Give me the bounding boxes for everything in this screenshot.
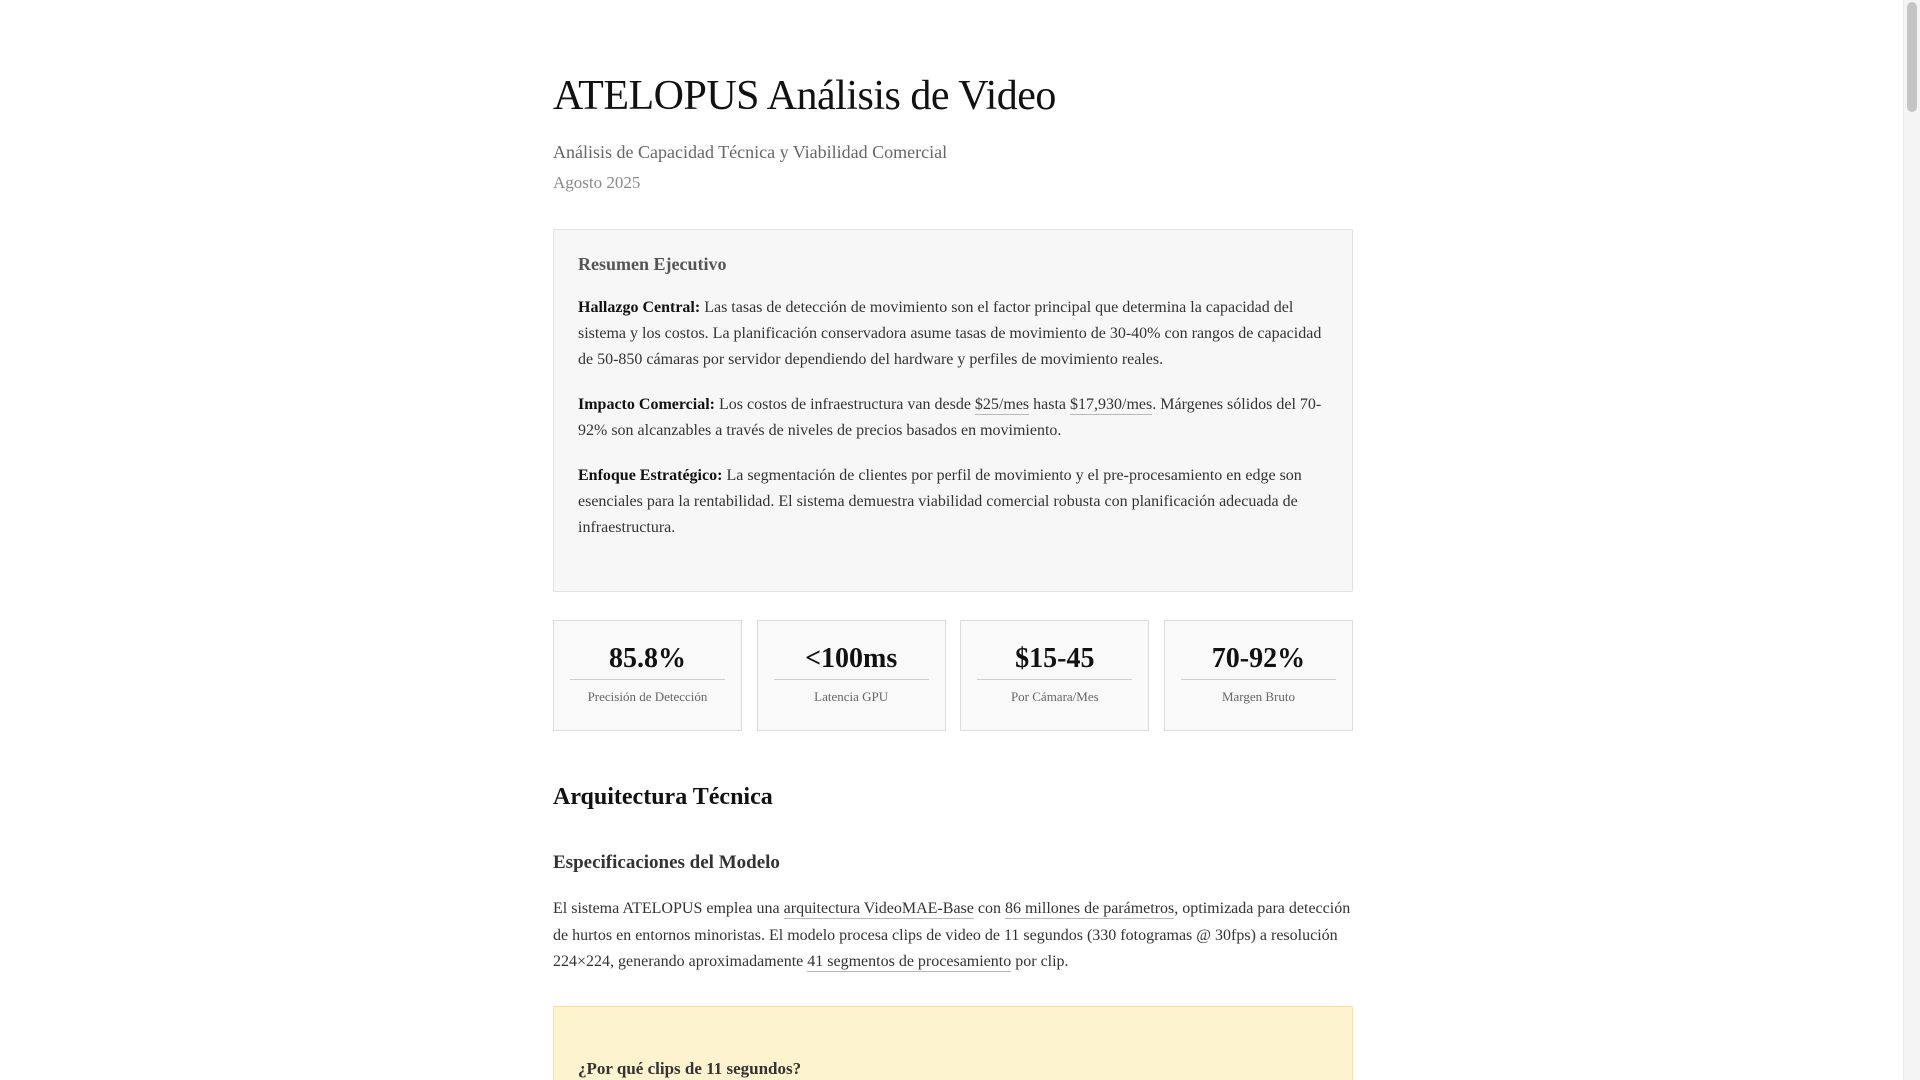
clip-length-callout	[553, 1006, 1353, 1080]
central-finding-text: Las tasas de detección de movimiento son el factor principal que determina la capacidad del sistema y los costos. La planificación conservadora asume tasas de movimiento de 30-40% con rangos de capacidad de 50-850 cámaras por servidor dependiendo del hardware y perfiles de movimiento reales.	[578, 299, 1322, 368]
central-finding-label: Hallazgo Central:	[578, 299, 701, 316]
model-text-d: por clip.	[1011, 953, 1069, 970]
architecture-tooltip[interactable]: arquitectura VideoMAE-Base	[783, 900, 974, 917]
scrollbar-thumb[interactable]	[1907, 2, 1917, 112]
callout-title: ¿Por qué clips de 11 segundos?	[578, 1059, 802, 1078]
metric-card-gpu-latency	[757, 620, 946, 731]
executive-summary-box	[553, 229, 1353, 592]
strategic-focus-text: La segmentación de clientes por perfil de movimiento y el pre-procesamiento en edge son esenciales para la rentabilidad. El sistema demuestra viabilidad comercial robusta con planificación adecuada de infraestructura.	[578, 467, 1302, 536]
metric-card-detection-accuracy	[553, 620, 742, 731]
metric-label: Precisión de Detección	[587, 689, 708, 704]
subsection-heading-model-specs: Especificaciones del Modelo	[553, 852, 780, 873]
central-finding-paragraph	[578, 295, 1328, 373]
page-title: ATELOPUS Análisis de Video	[553, 73, 1056, 119]
model-text-b: con	[973, 900, 1005, 917]
metric-label: Por Cámara/Mes	[1010, 689, 1099, 704]
section-heading-architecture: Arquitectura Técnica	[553, 784, 773, 810]
commercial-impact-text-b: hasta	[1029, 396, 1071, 413]
segments-tooltip[interactable]: 41 segmentos de procesamiento	[807, 953, 1012, 970]
model-text-c: , optimizada para detección de hurtos en entornos minoristas. El modelo procesa clips de video de 11 segundos (330 fotogramas @ 30fps) a resolución 224×224, generando aproximadamente	[553, 900, 1351, 970]
model-specs-paragraph	[553, 896, 1353, 976]
key-metrics-row	[553, 620, 1353, 731]
vertical-scrollbar[interactable]	[1903, 0, 1920, 1080]
metric-value: 70-92%	[1181, 643, 1336, 680]
commercial-impact-label: Impacto Comercial:	[578, 396, 715, 413]
commercial-impact-text-a: Los costos de infraestructura van desde	[715, 396, 975, 413]
metric-value: $15-45	[977, 643, 1132, 680]
cost-low-tooltip[interactable]: $25/mes	[974, 396, 1030, 413]
commercial-impact-paragraph	[578, 392, 1328, 444]
metric-card-gross-margin	[1164, 620, 1353, 731]
metric-value: 85.8%	[570, 643, 725, 680]
metric-label: Margen Bruto	[1221, 689, 1295, 704]
executive-summary-title: Resumen Ejecutivo	[578, 254, 727, 274]
page-subtitle: Análisis de Capacidad Técnica y Viabilidad Comercial	[553, 142, 948, 162]
commercial-impact-text-c: . Márgenes sólidos del 70-92% son alcanzables a través de niveles de precios basados en movimiento.	[578, 396, 1322, 439]
metric-card-cost-per-camera	[960, 620, 1149, 731]
report-date: Agosto 2025	[553, 173, 641, 192]
strategic-focus-paragraph	[578, 463, 1328, 541]
strategic-focus-label: Enfoque Estratégico:	[578, 467, 723, 484]
model-text-a: El sistema ATELOPUS emplea una	[553, 900, 784, 917]
cost-high-tooltip[interactable]: $17,930/mes	[1070, 396, 1153, 413]
metric-value: <100ms	[774, 643, 929, 680]
parameters-tooltip[interactable]: 86 millones de parámetros	[1004, 900, 1175, 917]
metric-label: Latencia GPU	[814, 689, 889, 704]
